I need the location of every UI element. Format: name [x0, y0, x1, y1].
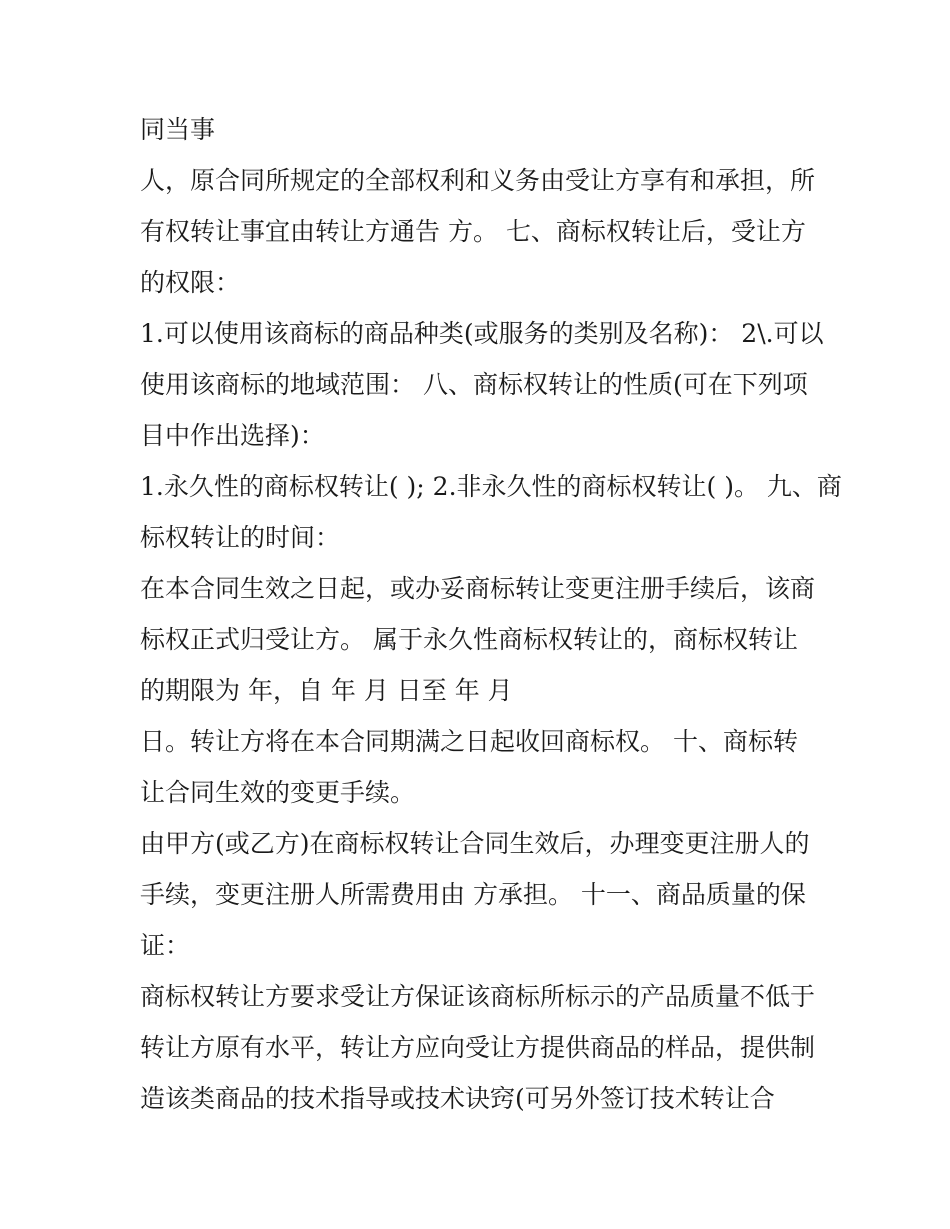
text-line: 目中作出选择)：: [140, 421, 325, 450]
text-line: 证：: [140, 931, 191, 960]
text-line: 1.永久性的商标权转让( ); 2.非永久性的商标权转让( )。 九、商: [140, 472, 842, 501]
text-line: 手续，变更注册人所需费用由 方承担。 十一、商品质量的保: [140, 880, 806, 909]
text-line: 使用该商标的地域范围： 八、商标权转让的性质(可在下列项: [140, 370, 808, 399]
text-line: 在本合同生效之日起，或办妥商标转让变更注册手续后，该商: [140, 574, 816, 603]
text-line: 的权限：: [140, 268, 241, 297]
text-line: 转让方原有水平，转让方应向受让方提供商品的样品，提供制: [140, 1033, 816, 1062]
text-line: 标权正式归受让方。 属于永久性商标权转让的，商标权转让: [140, 625, 798, 654]
text-line: 标权转让的时间：: [140, 523, 341, 552]
text-line: 1.可以使用该商标的商品种类(或服务的类别及名称)： 2\.可以: [140, 319, 824, 348]
text-line: 日。转让方将在本合同期满之日起收回商标权。 十、商标转: [140, 727, 798, 756]
contract-text: [140, 104, 840, 1124]
text-line: 同当事: [140, 115, 216, 144]
text-line: 商标权转让方要求受让方保证该商标所标示的产品质量不低于: [140, 982, 816, 1011]
text-line: 的期限为 年，自 年 月 日至 年 月: [140, 676, 513, 705]
text-line: 有权转让事宜由转让方通告 方。 七、商标权转让后，受让方: [140, 217, 806, 246]
text-line: 让合同生效的变更手续。: [140, 778, 416, 807]
text-line: 由甲方(或乙方)在商标权转让合同生效后，办理变更注册人的: [140, 829, 810, 858]
text-line: 造该类商品的技术指导或技术诀窍(可另外签订技术转让合: [140, 1084, 775, 1113]
text-line: 人，原合同所规定的全部权利和义务由受让方享有和承担，所: [140, 166, 816, 195]
